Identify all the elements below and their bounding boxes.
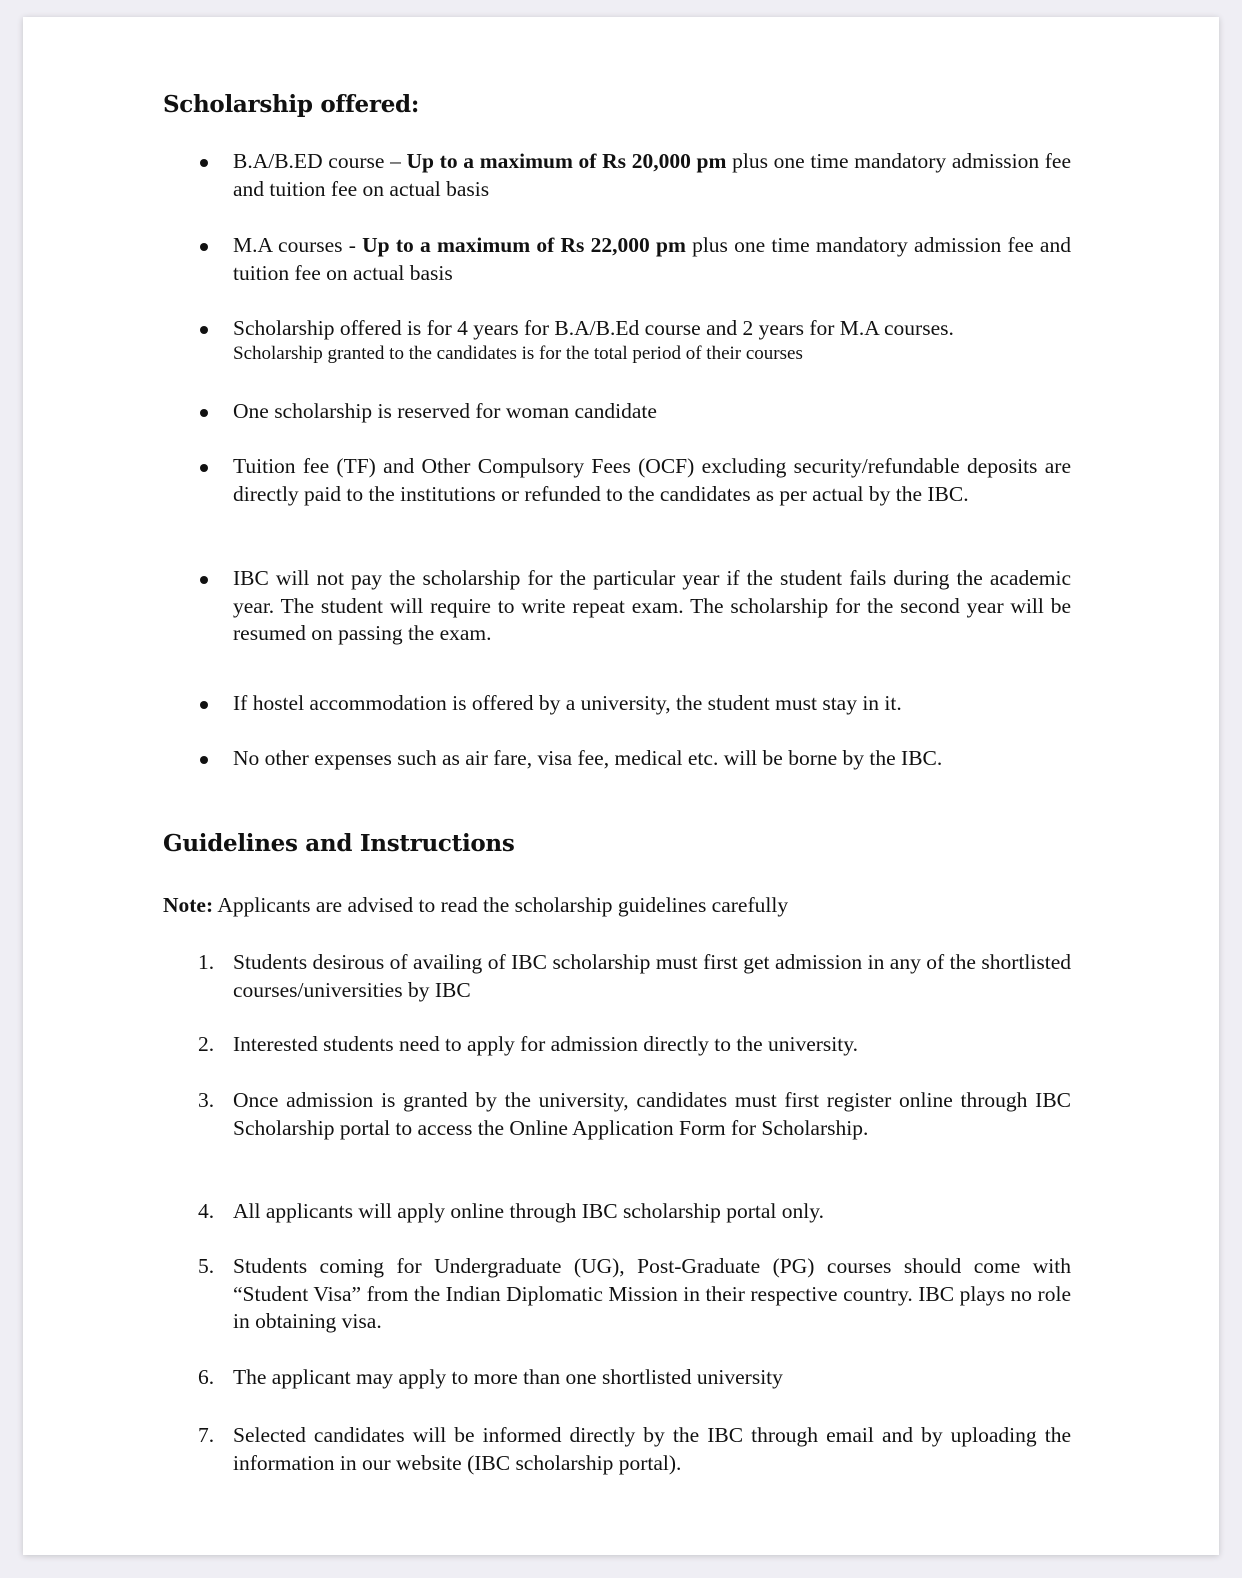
numbered-item [163, 1031, 1071, 1059]
bullet-item [163, 315, 1071, 365]
bullet-icon [200, 576, 208, 584]
bullet-icon [200, 326, 208, 334]
bullet-text: No other expenses such as air fare, visa fee, medical etc. will be borne by the IBC. [233, 746, 943, 770]
item-text: Students coming for Undergraduate (UG), Post-Graduate (PG) courses should come with “Student Visa” from the Indian Diplomatic Mission in their respective country. IBC plays no role in obtaining visa. [233, 1254, 1071, 1333]
bullet-item [163, 148, 1071, 203]
item-text: Selected candidates will be informed directly by the IBC through email and by uploading the information in our website (IBC scholarship portal). [233, 1423, 1071, 1475]
heading-guidelines: Guidelines and Instructions [163, 830, 515, 857]
item-number: 7. [198, 1423, 215, 1447]
document-page [23, 17, 1219, 1555]
bullet-item [163, 690, 1071, 718]
bullet-item [163, 398, 1071, 426]
heading-scholarship-offered: Scholarship offered: [163, 91, 420, 118]
note-text: Applicants are advised to read the scholarship guidelines carefully [213, 893, 789, 917]
bullet-item [163, 453, 1071, 508]
numbered-item [163, 1087, 1071, 1142]
bullet-icon [200, 159, 208, 167]
item-number: 1. [198, 950, 215, 974]
bullet-text: Scholarship offered is for 4 years for B.A/B.Ed course and 2 years for M.A courses. [233, 316, 954, 340]
numbered-item [163, 949, 1071, 1004]
numbered-item [163, 1422, 1071, 1477]
item-text: The applicant may apply to more than one shortlisted university [233, 1365, 783, 1389]
numbered-item [163, 1364, 1071, 1392]
bullet-text: plus one time mandatory admission fee and tuition fee on actual basis [233, 233, 1071, 285]
item-text: Students desirous of availing of IBC scholarship must first get admission in any of the shortlisted courses/universities by IBC [233, 950, 1071, 1002]
numbered-item [163, 1198, 1071, 1226]
bullet-item [163, 565, 1071, 648]
bullet-text: M.A courses - [233, 233, 363, 257]
note-paragraph [163, 893, 788, 918]
bullet-icon [200, 243, 208, 251]
bullet-text: IBC will not pay the scholarship for the particular year if the student fails during the academic year. The student will require to write repeat exam. The scholarship for the second year will be resumed on passing the exam. [233, 566, 1071, 645]
item-text: All applicants will apply online through IBC scholarship portal only. [233, 1199, 824, 1223]
numbered-item [163, 1253, 1071, 1336]
item-text: Once admission is granted by the university, candidates must first register online through IBC Scholarship portal to access the Online Application Form for Scholarship. [233, 1088, 1071, 1140]
bullet-text: B.A/B.ED course – [233, 149, 407, 173]
bullet-text: plus one time mandatory admission fee and tuition fee on actual basis [233, 149, 1071, 201]
bullet-item [163, 232, 1071, 287]
bullet-text: One scholarship is reserved for woman candidate [233, 399, 657, 423]
bullet-icon [200, 756, 208, 764]
item-number: 3. [198, 1088, 215, 1112]
item-number: 5. [198, 1254, 215, 1278]
bullet-icon [200, 701, 208, 709]
bullet-text: Scholarship granted to the candidates is for the total period of their courses [233, 342, 803, 364]
bullet-icon [200, 464, 208, 472]
item-number: 2. [198, 1032, 215, 1056]
bullet-icon [200, 409, 208, 417]
bullet-bold-amount: Up to a maximum of Rs 22,000 pm [362, 233, 686, 257]
item-number: 4. [198, 1199, 215, 1223]
item-number: 6. [198, 1365, 215, 1389]
bullet-text: Tuition fee (TF) and Other Compulsory Fees (OCF) excluding security/refundable deposits are directly paid to the institutions or refunded to the candidates as per actual by the IBC. [233, 454, 1071, 506]
item-text: Interested students need to apply for admission directly to the university. [233, 1032, 858, 1056]
bullet-item [163, 745, 1071, 773]
bullet-text: If hostel accommodation is offered by a university, the student must stay in it. [233, 691, 902, 715]
bullet-bold-amount: Up to a maximum of Rs 20,000 pm [406, 149, 727, 173]
note-label: Note: [163, 893, 214, 917]
